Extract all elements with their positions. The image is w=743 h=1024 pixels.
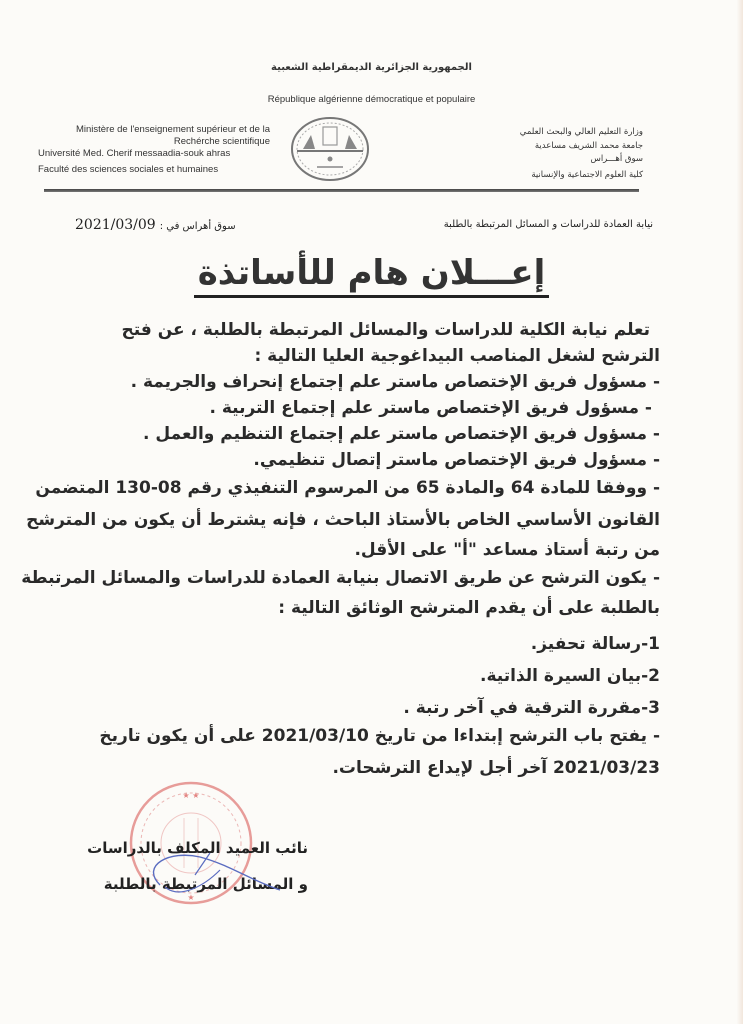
issue-date: 2021/03/09: [75, 217, 156, 233]
ministry-fr-line1: Ministère de l'enseignement supérieur et de la: [75, 124, 270, 135]
header-right-block: [463, 126, 643, 182]
document-item: 3-مقررة الترقية في آخر رتبة .: [403, 698, 660, 718]
ministry-fr-line2: Rechérche scientifique: [173, 136, 270, 147]
scan-edge: [737, 0, 743, 1024]
document-item: 2-بيان السيرة الذاتية.: [480, 666, 660, 686]
document-item: 1-رسالة تحفيز.: [530, 634, 660, 654]
deadline-line2: 2021/03/23 آخر أجل لإيداع الترشحات.: [332, 758, 660, 778]
intro-line1: تعلم نيابة الكلية للدراسات والمسائل المرتبطة بالطلبة ، عن فتح: [121, 320, 650, 340]
position-item: - مسؤول فريق الإختصاص ماستر إتصال تنظيمي.: [253, 450, 660, 470]
place-date: [75, 217, 236, 233]
issuing-office: نيابة العمادة للدراسات و المسائل المرتبطة بالطلبة: [443, 219, 653, 230]
header-divider: [44, 189, 639, 192]
header-french-republic: République algérienne démocratique et populaire: [267, 94, 476, 105]
svg-text:★: ★: [187, 893, 195, 902]
intro-line2: الترشح لشغل المناصب البيداغوجية العليا التالية :: [254, 346, 660, 366]
svg-text:★ ★: ★ ★: [182, 791, 200, 800]
signatory-title-line2: و المسائل المرتبطة بالطلبة: [103, 875, 308, 893]
university-fr: Université Med. Cherif messaadia-souk ahras: [38, 148, 231, 159]
announcement-body: [21, 317, 660, 781]
signatory-title-line1: نائب العميد المكلف بالدراسات: [87, 839, 308, 857]
condition-line2: القانون الأساسي الخاص بالأستاذ الباحث ، فإنه يشترط أن يكون من المترشح: [26, 510, 660, 530]
university-seal-icon: [289, 113, 371, 183]
position-item: - مسؤول فريق الإختصاص ماستر علم إجتماع التنظيم والعمل .: [143, 424, 660, 444]
handwritten-signature-icon: [130, 845, 300, 905]
place-prefix: سوق أهراس في :: [159, 221, 236, 232]
position-item: - مسؤول فريق الإختصاص ماستر علم إجتماع التربية .: [209, 398, 652, 418]
deadline-line1: - يفتح باب الترشح إبتداءا من تاريخ 2021/03/10 على أن يكون تاريخ: [99, 726, 660, 746]
condition-line1: - ووفقا للمادة 64 والمادة 65 من المرسوم التنفيذي رقم 08-130 المتضمن: [35, 478, 660, 498]
header-arabic-republic: الجمهورية الجزائرية الديمقراطية الشعبية: [271, 62, 472, 73]
ministry-ar: وزارة التعليم العالي والبحث العلمي: [519, 127, 643, 137]
faculty-fr: Faculté des sciences sociales et humaines: [38, 164, 219, 175]
title-text: إعـــلان هام للأساتذة: [194, 253, 550, 298]
procedure-line1: - يكون الترشح عن طريق الاتصال بنيابة العمادة للدراسات والمسائل المرتبطة: [21, 568, 660, 588]
university-ar: جامعة محمد الشريف مساعدية: [534, 140, 643, 151]
procedure-line2: بالطلبة على أن يقدم المترشح الوثائق التالية :: [278, 598, 660, 618]
city-ar: سوق أهـــراس: [590, 154, 643, 164]
faculty-ar: كلية العلوم الاجتماعية والإنسانية: [531, 169, 643, 180]
header-left-block: [38, 124, 270, 176]
condition-line3: من رتبة أستاذ مساعد "أ" على الأقل.: [354, 540, 660, 560]
position-item: - مسؤول فريق الإختصاص ماستر علم إجتماع إنحراف والجريمة .: [130, 372, 660, 392]
announcement-title: [0, 253, 743, 293]
reference-line: [75, 217, 653, 235]
